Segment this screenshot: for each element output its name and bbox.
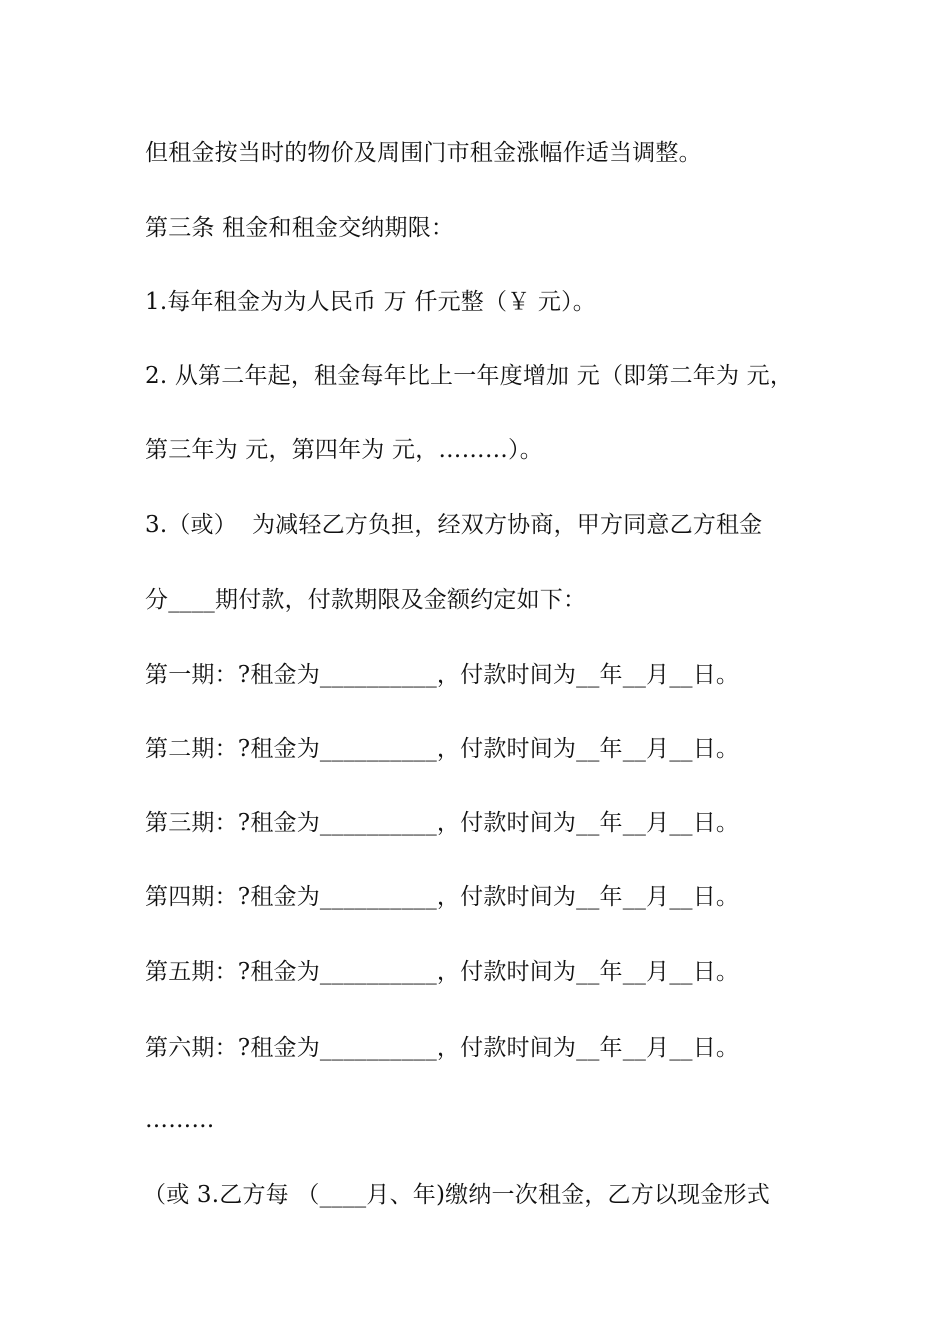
article-three-heading: 第三条 租金和租金交纳期限： [145,215,455,241]
clause-2-rent-increase: 2. 从第二年起，租金每年比上一年度增加 元（即第二年为 元， [145,363,794,389]
installment-5: 第五期：?租金为__________，付款时间为__年__月__日。 [145,959,740,985]
installment-1: 第一期：?租金为__________，付款时间为__年__月__日。 [145,662,740,688]
text-line-rent-adjustment: 但租金按当时的物价及周围门市租金涨幅作适当调整。 [145,140,702,166]
installment-2: 第二期：?租金为__________，付款时间为__年__月__日。 [145,736,740,762]
clause-3-installments: 3.（或） 为减轻乙方负担，经双方协商，甲方同意乙方租金 [145,512,763,538]
clause-3-alternative: （或 3.乙方每 （____月、年)缴纳一次租金，乙方以现金形式 [143,1182,770,1208]
clause-3-continued: 分____期付款，付款期限及金额约定如下： [145,587,587,613]
ellipsis-line: ……… [145,1107,215,1133]
installment-3: 第三期：?租金为__________，付款时间为__年__月__日。 [145,810,740,836]
installment-4: 第四期：?租金为__________，付款时间为__年__月__日。 [145,884,740,910]
installment-6: 第六期：?租金为__________，付款时间为__年__月__日。 [145,1035,740,1061]
clause-2-continued: 第三年为 元，第四年为 元，………）。 [145,437,543,463]
clause-1-annual-rent: 1.每年租金为为人民币 万 仟元整（￥ 元）。 [145,289,596,315]
